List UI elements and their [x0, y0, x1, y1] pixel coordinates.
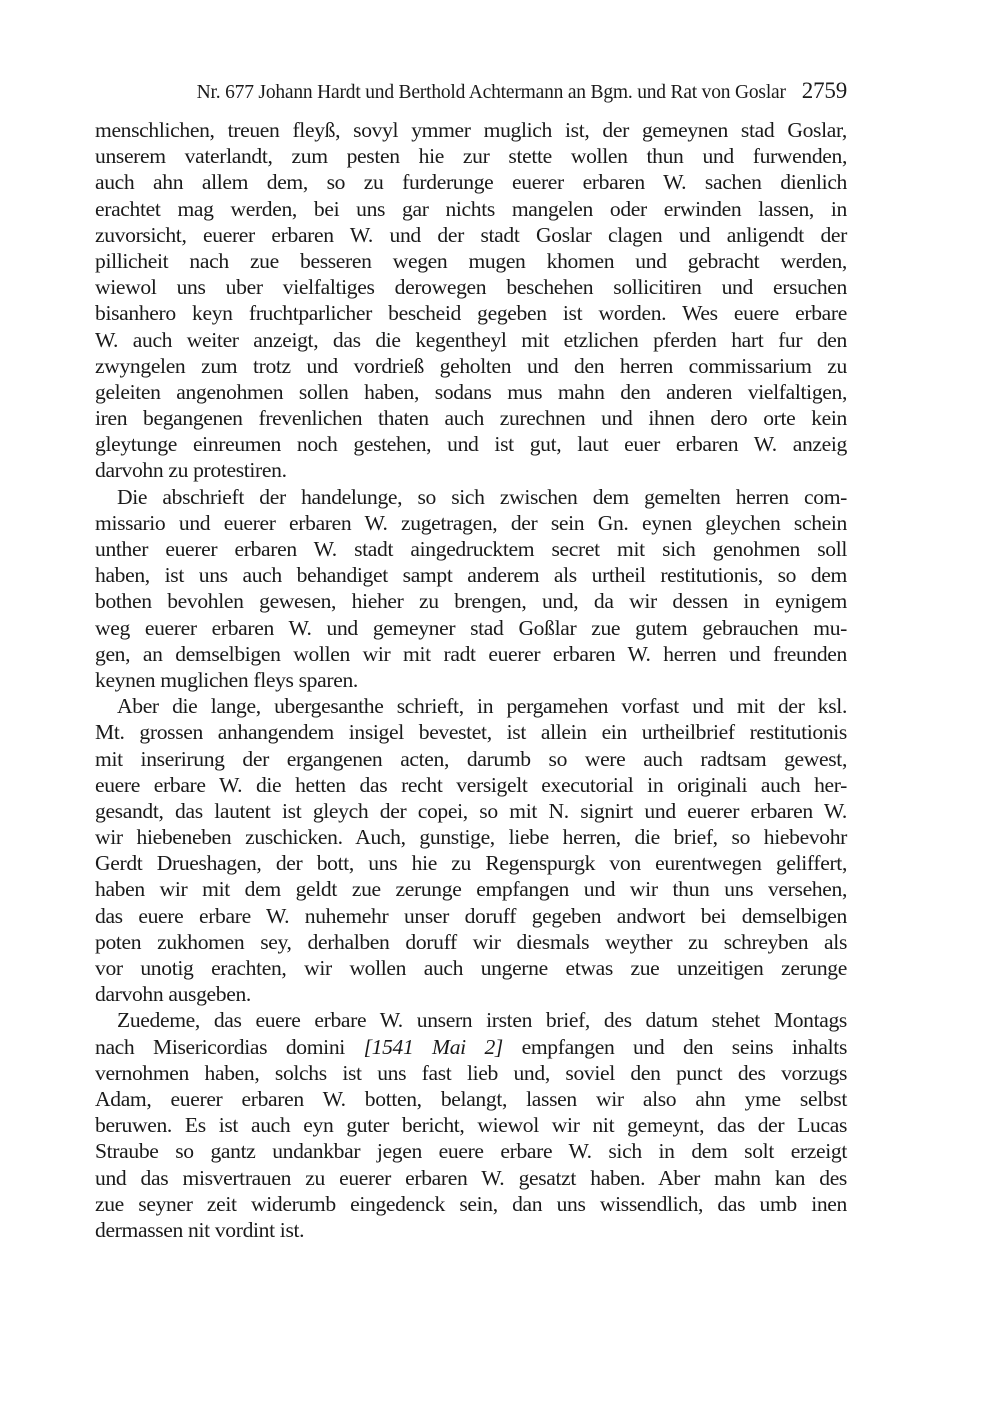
- text-line: vernohmen haben, solchs ist uns fast lieb und, soviel den punct des vorzugs: [95, 1060, 847, 1085]
- text-line: wir hiebeneben zuschicken. Auch, gunstige, liebe herren, die brief, so hiebevohr: [95, 825, 847, 850]
- text-line: vor unotig erachten, wir wollen auch ungerne etwas zue unzeitigen zerunge: [95, 956, 847, 980]
- text-line: Aber die lange, ubergesanthe schrieft, in pergamehen vorfast und mit der ksl.: [117, 694, 847, 719]
- page-number: 2759: [801, 78, 847, 103]
- paragraph-3: [95, 693, 847, 1007]
- text-line: unther euerer erbaren W. stadt aingedrucktem secret mit sich genohmen soll: [95, 537, 847, 561]
- text-line: gesandt, das lautent ist gleych der copei, so mit N. signirt und euerer erbaren W.: [95, 798, 847, 823]
- text-line: missario und euerer erbaren W. zugetragen, der sein Gn. eynen gleychen schein: [95, 510, 847, 535]
- text-line: zwyngelen zum trotz und vordrieß geholten und den herren commissarium zu: [95, 353, 847, 378]
- text-line: Die abschrieft der handelunge, so sich zwischen dem gemelten herren com-: [117, 484, 847, 509]
- text-line: Mt. grossen anhangendem insigel bevestet, ist allein ein urtheilbrief restitutionis: [95, 720, 847, 745]
- text-line: unserem vaterlandt, zum pesten hie zur stette wollen thun und furwenden,: [95, 144, 847, 169]
- running-header: [95, 78, 847, 108]
- text-line: Gerdt Drueshagen, der bott, uns hie zu Regenspurgk von eurentwegen geliffert,: [95, 851, 847, 876]
- text-segment: empfangen und den seins inhalts: [521, 1034, 847, 1059]
- text-line: weg euerer erbaren W. und gemeyner stad Goßlar zue gutem gebrauchen mu-: [95, 615, 847, 640]
- text-line: Straube so gantz undankbar jegen euere erbare W. sich in dem solt erzeigt: [95, 1139, 847, 1164]
- text-line: W. auch weiter anzeigt, das die kegentheyl mit etzlichen pferden hart fur den: [95, 327, 847, 352]
- text-line: poten zukhomen sey, derhalben doruff wir diesmals weyther zu schreyben als: [95, 929, 847, 954]
- text-line: auch ahn allem dem, so zu furderunge euerer erbaren W. sachen dienlich: [95, 170, 847, 195]
- text-line: wiewol uns uber vielfaltiges derowegen beschehen sollicitiren und ersuchen: [95, 275, 847, 300]
- text-line: gleytunge einreumen noch gestehen, und ist gut, laut euer erbaren W. anzeig: [95, 432, 847, 457]
- body-text: [95, 117, 847, 1243]
- text-line: menschlichen, treuen fleyß, sovyl ymmer muglich ist, der gemeynen stad Goslar,: [95, 118, 847, 142]
- text-line: geleiten angenohmen sollen haben, sodans mus mahn den anderen vielfaltigen,: [95, 379, 847, 404]
- text-line: pillicheit nach zue besseren wegen mugen khomen und gebracht werden,: [95, 248, 847, 273]
- text-line: zuvorsicht, euerer erbaren W. und der stadt Goslar clagen und anligendt der: [95, 222, 847, 247]
- text-line: erachtet mag werden, bei uns gar nichts mangelen oder erwinden lassen, in: [95, 196, 847, 221]
- text-line: haben wir mit dem geldt zue zerunge empfangen und wir thun uns versehen,: [95, 877, 847, 902]
- text-line: zue seyner zeit widerumb eingedenck sein, dan uns wissendlich, das umb inen: [95, 1191, 847, 1216]
- text-line: euere erbare W. die hetten das recht versigelt executorial in originali auch her-: [95, 772, 847, 797]
- text-segment: nach Misericordias domini: [95, 1034, 345, 1059]
- text-line: beruwen. Es ist auch eyn guter bericht, wiewol wir nit gemeynt, das der Lucas: [95, 1113, 847, 1138]
- text-line: dermassen nit vordint ist.: [95, 1217, 305, 1242]
- text-line: keynen muglichen fleys sparen.: [95, 667, 358, 692]
- text-line: iren begangenen frevenlichen thaten auch zurechnen und ihnen dero orte kein: [95, 406, 847, 431]
- text-line-with-date: [95, 1034, 847, 1060]
- paragraph-1: [95, 117, 847, 484]
- text-line: darvohn zu protestiren.: [95, 458, 287, 483]
- running-header-title: Nr. 677 Johann Hardt und Berthold Achtermann an Bgm. und Rat von Goslar: [196, 82, 786, 103]
- text-line: darvohn ausgeben.: [95, 982, 251, 1007]
- text-line: Zuedeme, das euere erbare W. unsern irsten brief, des datum stehet Montags: [117, 1008, 847, 1033]
- text-line: Adam, euerer erbaren W. botten, belangt, lassen wir also ahn yme selbst: [95, 1086, 847, 1111]
- text-line: und das misvertrauen zu euerer erbaren W. gesatzt haben. Aber mahn kan des: [95, 1165, 847, 1190]
- paragraph-2: [95, 484, 847, 694]
- text-line: gen, an demselbigen wollen wir mit radt euerer erbaren W. herren und freunden: [95, 641, 847, 666]
- editorial-date: [1541 Mai 2]: [363, 1034, 503, 1059]
- paragraph-4: [95, 1007, 847, 1243]
- text-line: das euere erbare W. nuhemehr unser doruff gegeben andwort bei demselbigen: [95, 903, 847, 928]
- text-line: bisanhero keyn fruchtparlicher bescheid gegeben ist worden. Wes euere erbare: [95, 301, 847, 326]
- text-line: mit inserirung der ergangenen acten, darumb so were auch radtsam gewest,: [95, 746, 847, 771]
- text-line: haben, ist uns auch behandiget sampt anderem als urtheil restitutionis, so dem: [95, 563, 847, 588]
- text-line: bothen bevohlen gewesen, hieher zu brengen, und, da wir dessen in eynigem: [95, 589, 847, 614]
